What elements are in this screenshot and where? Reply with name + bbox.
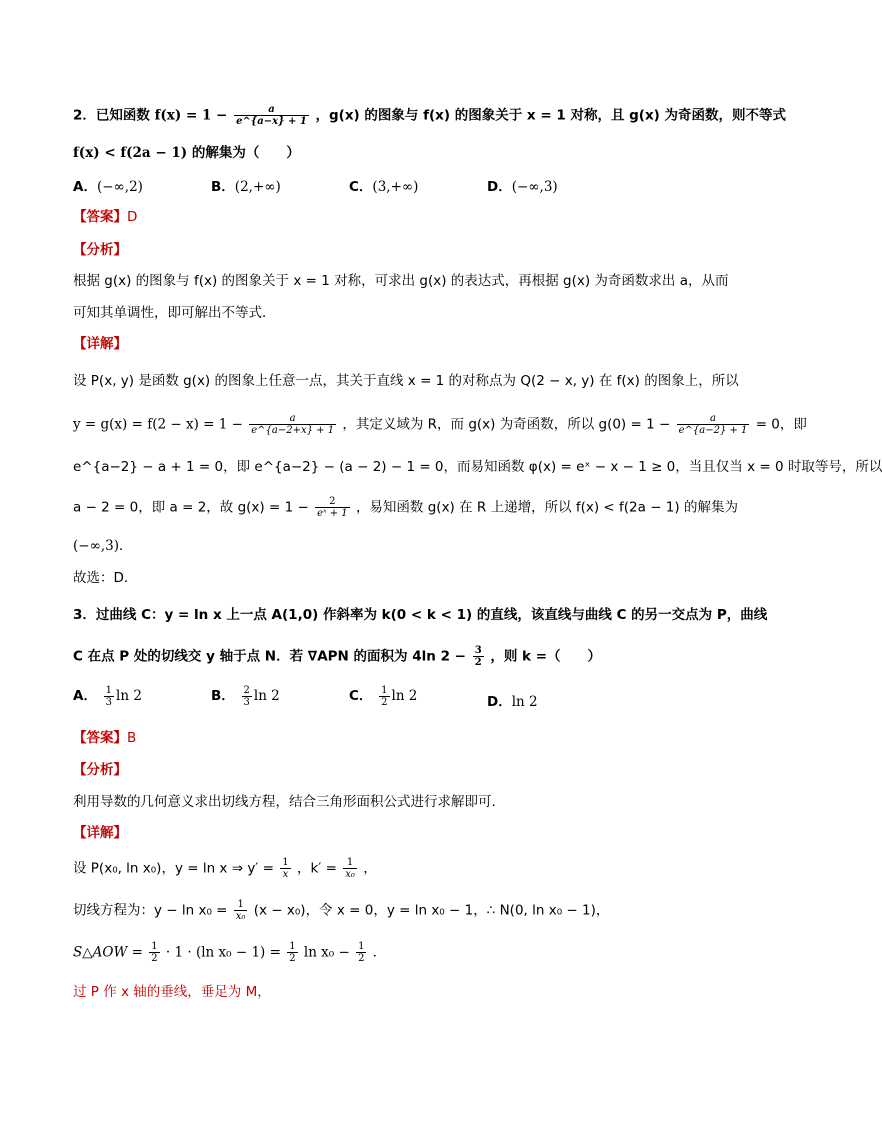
option-fraction: [104, 685, 114, 708]
option-value: (−∞,2): [96, 179, 143, 195]
fraction-den: e^{a−2+x} + 1: [251, 425, 335, 436]
option-label: D．: [487, 179, 512, 195]
option-label: B．: [211, 688, 235, 704]
fraction-num: 1: [358, 941, 365, 952]
option-value: ln 2: [116, 688, 142, 704]
fraction-den: 2: [151, 953, 158, 964]
option-value: (2,+∞): [234, 179, 281, 195]
option-fraction: [242, 685, 252, 708]
d2b: ，其定义域为 R，而 g(x) 为奇函数，所以 g(0) = 1 −: [342, 416, 671, 433]
q2-f-num: a: [234, 104, 309, 116]
fraction-num: 1: [343, 857, 357, 869]
fraction-den: 3: [105, 696, 113, 708]
fraction-num: 1: [381, 684, 388, 696]
fraction-den: x₀: [345, 869, 355, 880]
d1c: ，: [363, 860, 377, 877]
q2-stem-c: 的解集为（ ）: [191, 145, 300, 161]
q3-detail-line-1: [73, 857, 377, 880]
fraction-den: x: [282, 869, 289, 880]
q3-stem-line-1: 3．过曲线 C：y = ln x 上一点 A(1,0) 作斜率为 k(0 < k < 1) 的直线，该直线与曲线 C 的另一交点为 P，曲线: [73, 607, 768, 623]
fraction-num: 1: [289, 941, 296, 952]
d4b: ，易知函数 g(x) 在 R 上递增，所以 f(x) < f(2a − 1) 的解集为: [355, 499, 738, 516]
q2-detail-line-4: [73, 496, 738, 519]
q3-d1-fraction-2: [343, 857, 357, 880]
option-label: B．: [211, 179, 235, 195]
d3a: S△AOW =: [73, 944, 143, 961]
fraction-den: e^{a−2} + 1: [678, 425, 748, 436]
q3-d2-fraction: [234, 899, 248, 922]
option-fraction: [379, 685, 389, 708]
q2-stem-line-1: [73, 104, 786, 127]
q2-d4-fraction: [315, 496, 350, 519]
fraction-num: 2: [315, 496, 350, 508]
q3-option-d[interactable]: [487, 690, 538, 710]
q2-stem-b: ，g(x) 的图象与 f(x) 的图象关于 x = 1 对称，且 g(x) 为奇函数，则不等式: [315, 107, 787, 124]
fraction-den: 2: [381, 696, 388, 708]
q3-stem-line-2: [73, 645, 601, 668]
q2-option-d[interactable]: [487, 175, 558, 195]
d4a: a − 2 = 0，即 a = 2，故 g(x) = 1 −: [73, 499, 309, 516]
option-label: C．: [349, 179, 373, 195]
fraction-den: 2: [289, 953, 296, 964]
answer-tag: 【答案】: [73, 209, 127, 225]
fraction-den: 3: [243, 696, 250, 708]
q2-detail-line-2: [73, 413, 807, 436]
q2-analysis-tag: 【分析】: [73, 242, 127, 258]
fraction-den: eˣ + 1: [317, 508, 348, 519]
q2-detail-line-1: 设 P(x, y) 是函数 g(x) 的图象上任意一点，其关于直线 x = 1 的对称点为 Q(2 − x, y) 在 f(x) 的图象上，所以: [73, 373, 739, 389]
q3-detail-line-2: [73, 899, 609, 922]
option-value: (−∞,3): [511, 179, 558, 195]
q3-detail-line-4: 过 P 作 x 轴的垂线，垂足为 M，: [73, 984, 271, 1000]
q3-analysis-line-1: 利用导数的几何意义求出切线方程，结合三角形面积公式进行求解即可.: [73, 794, 496, 810]
q2-analysis-line-2: 可知其单调性，即可解出不等式．: [73, 305, 276, 321]
q2-inequality: f(x) < f(2a − 1): [73, 145, 188, 161]
answer-value: B: [127, 730, 137, 746]
q2-f-fraction: [234, 104, 309, 127]
q2-f-den: e^{a−x} + 1: [236, 116, 307, 127]
option-label: A．: [73, 688, 97, 704]
fraction-den: 2: [358, 953, 365, 964]
q3-detail-line-3: [73, 941, 386, 964]
d1b: ，k′ =: [296, 860, 337, 877]
q2-option-b[interactable]: [211, 175, 281, 195]
option-value: ln 2: [391, 688, 418, 704]
q2-d2-fraction: [249, 413, 336, 436]
option-label: A．: [73, 179, 97, 195]
q3-d3-fraction-3: [356, 941, 366, 964]
q3-stem-2b: ，则 k =（ ）: [490, 648, 602, 665]
fraction-num: a: [677, 413, 750, 425]
q2-detail-line-5: (−∞,3)．: [73, 538, 133, 554]
q3-answer: [73, 727, 136, 749]
q2-option-c[interactable]: [349, 175, 418, 195]
fraction-den: x₀: [235, 911, 246, 922]
d2c: = 0，即: [755, 416, 807, 433]
answer-tag: 【答案】: [73, 730, 127, 746]
q2-d2-fraction-2: [677, 413, 750, 436]
q2-answer: [73, 206, 137, 228]
d3b: · 1 · (ln x₀ − 1) =: [165, 944, 281, 961]
fraction-num: 1: [282, 857, 289, 868]
d3c: ln x₀ −: [303, 944, 350, 961]
q2-detail-line-3: e^{a−2} − a + 1 = 0，即 e^{a−2} − (a − 2) − 1 = 0，而易知函数 φ(x) = eˣ − x − 1 ≥ 0，当且仅当 x = 0 时取等号，所以: [73, 459, 882, 475]
q2-analysis-line-1: 根据 g(x) 的图象与 f(x) 的图象关于 x = 1 对称，可求出 g(x) 的表达式，再根据 g(x) 为奇函数求出 a，从而: [73, 273, 729, 289]
option-label: D．: [487, 694, 512, 710]
fraction-num: 3: [474, 645, 482, 656]
q3-d3-fraction: [149, 941, 159, 964]
option-value: ln 2: [511, 694, 538, 710]
d2a: 切线方程为：y − ln x₀ =: [73, 902, 228, 919]
d2a: y = g(x) = f(2 − x) = 1 −: [73, 416, 243, 433]
q3-option-b[interactable]: [211, 684, 280, 708]
q2-f-def: f(x) = 1 −: [154, 107, 228, 124]
d1a: 设 P(x₀, ln x₀)，y = ln x ⇒ y′ =: [73, 860, 274, 877]
q3-analysis-tag: 【分析】: [73, 762, 127, 778]
option-value: (3,+∞): [372, 179, 419, 195]
q3-d3-fraction-2: [287, 941, 297, 964]
q2-stem-a: 2．已知函数: [73, 107, 150, 124]
q2-detail-line-6: 故选：D．: [73, 570, 138, 586]
fraction-num: 1: [234, 899, 248, 911]
q2-stem-line-2: [73, 142, 300, 164]
q3-d1-fraction: [280, 857, 290, 880]
q2-detail-tag: 【详解】: [73, 336, 127, 352]
answer-value: D: [127, 209, 138, 225]
fraction-den: 2: [474, 657, 482, 668]
fraction-num: 2: [243, 684, 250, 696]
fraction-num: 1: [105, 684, 113, 696]
q3-option-a[interactable]: [73, 684, 142, 708]
q3-stem-2a: C 在点 P 处的切线交 y 轴于点 N．若 ∇APN 的面积为 4ln 2 −: [73, 648, 466, 665]
d3d: ．: [372, 944, 387, 961]
q3-detail-tag: 【详解】: [73, 825, 127, 841]
q2-option-a[interactable]: [73, 175, 143, 195]
option-value: ln 2: [253, 688, 280, 704]
option-label: C．: [349, 688, 373, 704]
q3-option-c[interactable]: [349, 684, 417, 708]
d2b: (x − x₀)，令 x = 0，y = ln x₀ − 1，∴ N(0, ln x₀ − 1)，: [253, 902, 610, 919]
q3-stem-fraction: [473, 645, 484, 668]
fraction-num: a: [249, 413, 336, 425]
fraction-num: 1: [151, 941, 158, 952]
